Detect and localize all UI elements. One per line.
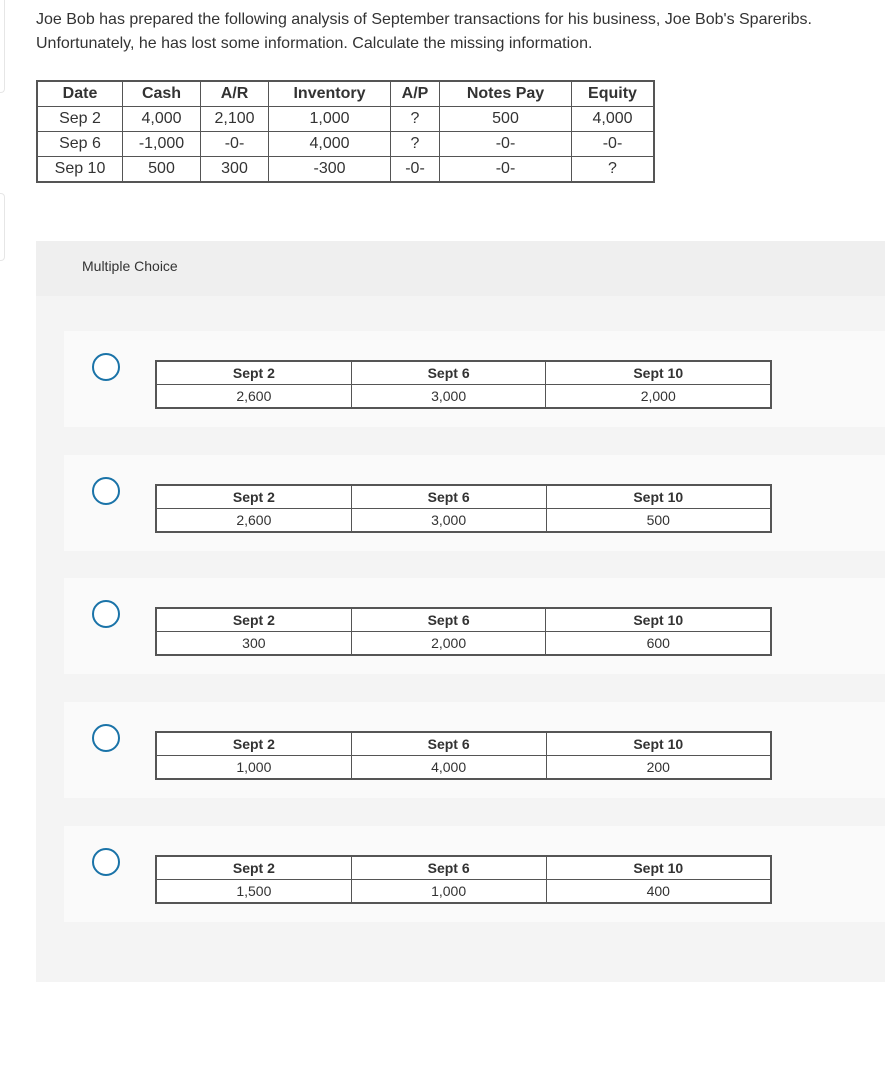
- option-header-sept-6: Sept 6: [351, 361, 546, 385]
- option-header-sept-2: Sept 2: [156, 856, 351, 880]
- header-ap: A/P: [391, 81, 440, 107]
- option-value: 1,000: [351, 880, 546, 904]
- option-table: [155, 855, 772, 904]
- option-value: 500: [546, 509, 771, 533]
- option-header-sept-2: Sept 2: [156, 361, 351, 385]
- table-cell: 4,000: [572, 107, 655, 132]
- option-value: 200: [546, 756, 771, 780]
- question-text: Joe Bob has prepared the following analysis of September transactions for his business, Joe Bob's Spareribs. Unfortunately, he has lost some information. Calculate the missing information.: [36, 11, 812, 52]
- table-cell: 500: [123, 157, 201, 183]
- header-inventory: Inventory: [269, 81, 391, 107]
- table-cell: 500: [440, 107, 572, 132]
- header-equity: Equity: [572, 81, 655, 107]
- option-value: 600: [546, 632, 771, 656]
- choice-option-3[interactable]: [64, 578, 885, 674]
- table-cell: -300: [269, 157, 391, 183]
- choice-option-5[interactable]: [64, 826, 885, 922]
- table-cell: 1,000: [269, 107, 391, 132]
- radio-button[interactable]: [92, 600, 120, 628]
- table-cell: Sep 2: [37, 107, 123, 132]
- option-header-sept-10: Sept 10: [546, 732, 771, 756]
- option-table: [155, 607, 772, 656]
- table-cell: Sep 10: [37, 157, 123, 183]
- choice-option-2[interactable]: [64, 455, 885, 551]
- header-cash: Cash: [123, 81, 201, 107]
- choices-area: [36, 296, 836, 982]
- multiple-choice-panel: [36, 241, 885, 982]
- option-header-sept-6: Sept 6: [351, 608, 546, 632]
- radio-button[interactable]: [92, 724, 120, 752]
- option-header-sept-2: Sept 2: [156, 608, 351, 632]
- option-table: [155, 731, 772, 780]
- option-value: 2,000: [351, 632, 546, 656]
- option-value: 4,000: [351, 756, 546, 780]
- option-header-sept-10: Sept 10: [546, 485, 771, 509]
- option-value: 300: [156, 632, 351, 656]
- header-notes-pay: Notes Pay: [440, 81, 572, 107]
- option-header-sept-6: Sept 6: [351, 485, 546, 509]
- option-header-sept-10: Sept 10: [546, 361, 771, 385]
- table-cell: -0-: [440, 132, 572, 157]
- option-header-sept-6: Sept 6: [351, 856, 546, 880]
- table-row: [37, 132, 654, 157]
- table-cell: Sep 6: [37, 132, 123, 157]
- header-ar: A/R: [201, 81, 269, 107]
- multiple-choice-header: [36, 241, 885, 296]
- radio-button[interactable]: [92, 353, 120, 381]
- transaction-table: [36, 80, 655, 183]
- option-header-sept-2: Sept 2: [156, 485, 351, 509]
- table-cell: ?: [572, 157, 655, 183]
- option-value: 400: [546, 880, 771, 904]
- option-value: 3,000: [351, 509, 546, 533]
- table-row: [37, 107, 654, 132]
- table-cell: 2,100: [201, 107, 269, 132]
- table-cell: 4,000: [123, 107, 201, 132]
- table-header-row: [37, 81, 654, 107]
- table-cell: ?: [391, 107, 440, 132]
- table-cell: 4,000: [269, 132, 391, 157]
- radio-button[interactable]: [92, 848, 120, 876]
- multiple-choice-label: Multiple Choice: [82, 258, 178, 274]
- header-date: Date: [37, 81, 123, 107]
- radio-button[interactable]: [92, 477, 120, 505]
- table-cell: -0-: [440, 157, 572, 183]
- table-cell: -1,000: [123, 132, 201, 157]
- option-header-sept-2: Sept 2: [156, 732, 351, 756]
- table-cell: -0-: [391, 157, 440, 183]
- option-table: [155, 360, 772, 409]
- option-header-sept-10: Sept 10: [546, 856, 771, 880]
- option-value: 2,600: [156, 385, 351, 409]
- table-cell: -0-: [572, 132, 655, 157]
- option-header-sept-10: Sept 10: [546, 608, 771, 632]
- option-value: 1,000: [156, 756, 351, 780]
- choice-option-1[interactable]: [64, 331, 885, 427]
- option-table: [155, 484, 772, 533]
- table-row: [37, 157, 654, 183]
- table-cell: ?: [391, 132, 440, 157]
- option-header-sept-6: Sept 6: [351, 732, 546, 756]
- table-cell: 300: [201, 157, 269, 183]
- option-value: 2,000: [546, 385, 771, 409]
- option-value: 2,600: [156, 509, 351, 533]
- left-panel-edge: [0, 0, 5, 93]
- table-cell: -0-: [201, 132, 269, 157]
- left-panel-edge: [0, 193, 5, 261]
- option-value: 1,500: [156, 880, 351, 904]
- option-value: 3,000: [351, 385, 546, 409]
- choice-option-4[interactable]: [64, 702, 885, 798]
